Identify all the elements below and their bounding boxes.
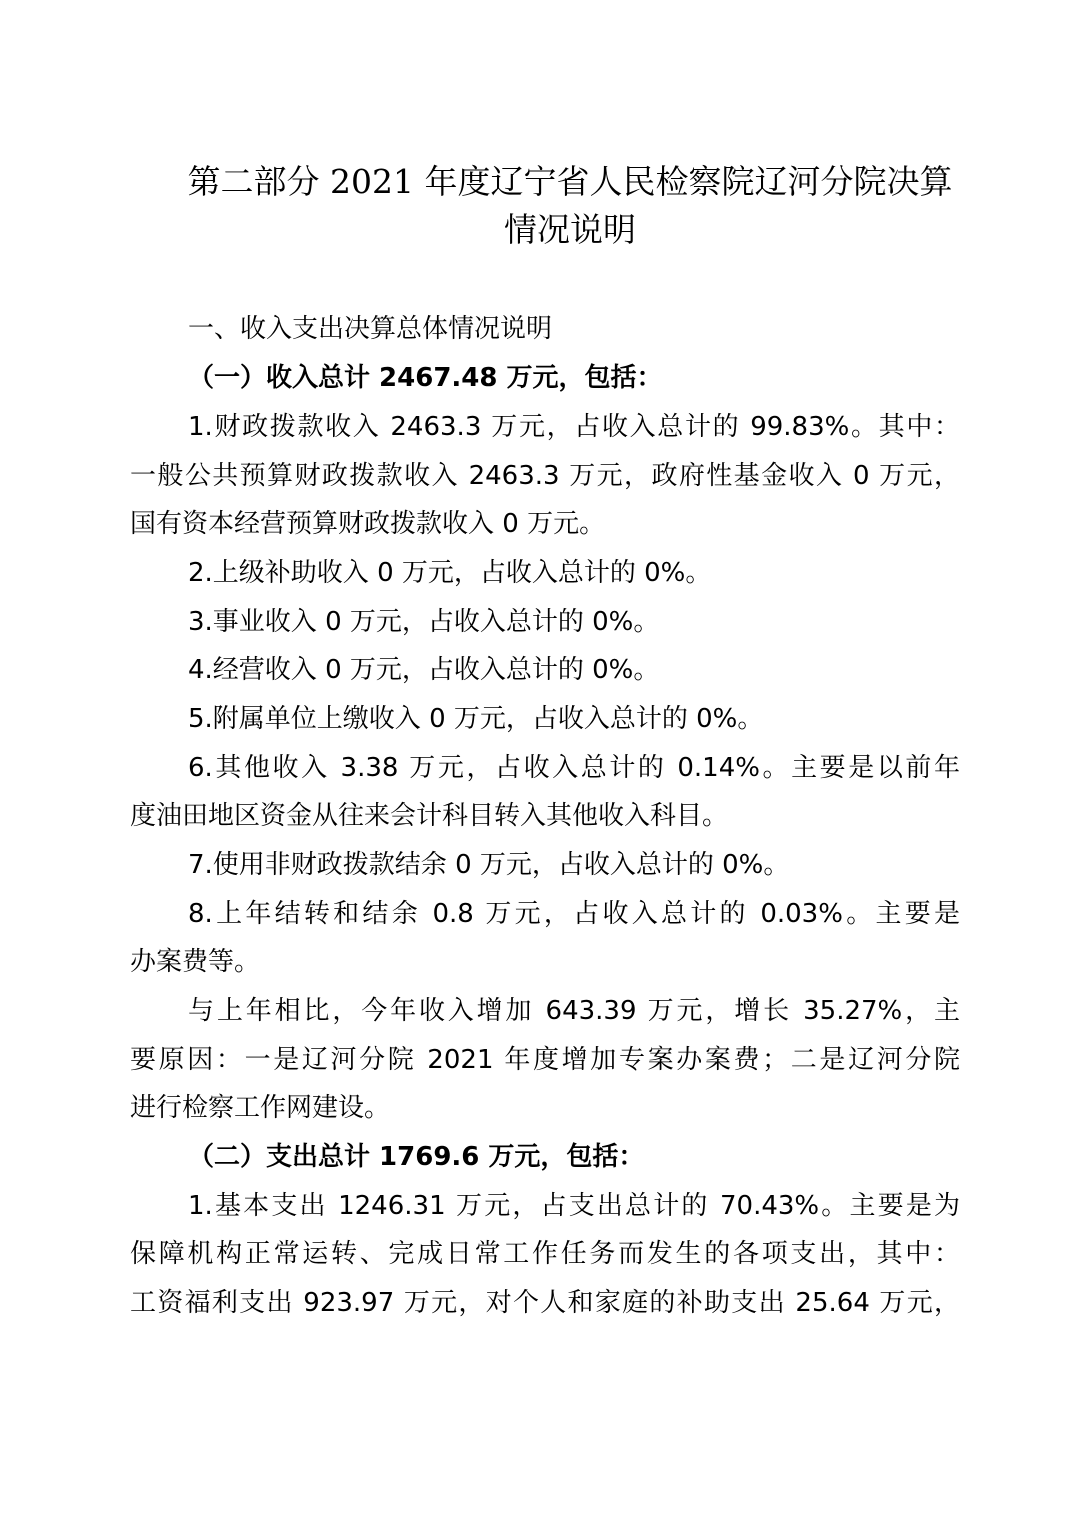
expense-item-1-line-3: 工资福利支出 923.97 万元，对个人和家庭的补助支出 25.64 万元，: [130, 1288, 960, 1318]
income-item-3: 3.事业收入 0 万元，占收入总计的 0%。: [188, 607, 660, 637]
income-item-7: 7.使用非财政拨款结余 0 万元，占收入总计的 0%。: [188, 850, 790, 880]
income-item-8-line-1: 8.上年结转和结余 0.8 万元，占收入总计的 0.03%。主要是: [188, 899, 960, 929]
income-comparison-line-2: 要原因：一是辽河分院 2021 年度增加专案办案费；二是辽河分院: [130, 1045, 960, 1075]
income-item-6-line-2: 度油田地区资金从往来会计科目转入其他收入科目。: [130, 801, 729, 831]
income-item-2: 2.上级补助收入 0 万元，占收入总计的 0%。: [188, 558, 712, 588]
income-item-1-line-2: 一般公共预算财政拨款收入 2463.3 万元，政府性基金收入 0 万元，: [130, 461, 960, 491]
income-comparison-line-3: 进行检察工作网建设。: [130, 1093, 391, 1123]
income-subheading: （一）收入总计 2467.48 万元，包括：: [188, 363, 663, 393]
income-item-6-line-1: 6.其他收入 3.38 万元，占收入总计的 0.14%。主要是以前年: [188, 753, 960, 783]
expense-subheading: （二）支出总计 1769.6 万元，包括：: [188, 1142, 645, 1172]
income-item-1-line-1: 1.财政拨款收入 2463.3 万元，占收入总计的 99.83%。其中：: [188, 412, 960, 442]
income-item-5: 5.附属单位上缴收入 0 万元，占收入总计的 0%。: [188, 704, 764, 734]
doc-title-line-1: 第二部分 2021 年度辽宁省人民检察院辽河分院决算: [187, 162, 953, 201]
expense-item-1-line-2: 保障机构正常运转、完成日常工作任务而发生的各项支出，其中：: [130, 1239, 960, 1269]
income-item-8-line-2: 办案费等。: [130, 947, 261, 977]
expense-item-1-line-1: 1.基本支出 1246.31 万元，占支出总计的 70.43%。主要是为: [188, 1191, 960, 1221]
income-item-4: 4.经营收入 0 万元，占收入总计的 0%。: [188, 655, 660, 685]
income-item-1-line-3: 国有资本经营预算财政拨款收入 0 万元。: [130, 509, 606, 539]
income-comparison-line-1: 与上年相比，今年收入增加 643.39 万元，增长 35.27%，主: [188, 996, 960, 1026]
section-heading: 一、收入支出决算总体情况说明: [188, 314, 553, 344]
doc-title-line-2: 情况说明: [504, 210, 636, 249]
